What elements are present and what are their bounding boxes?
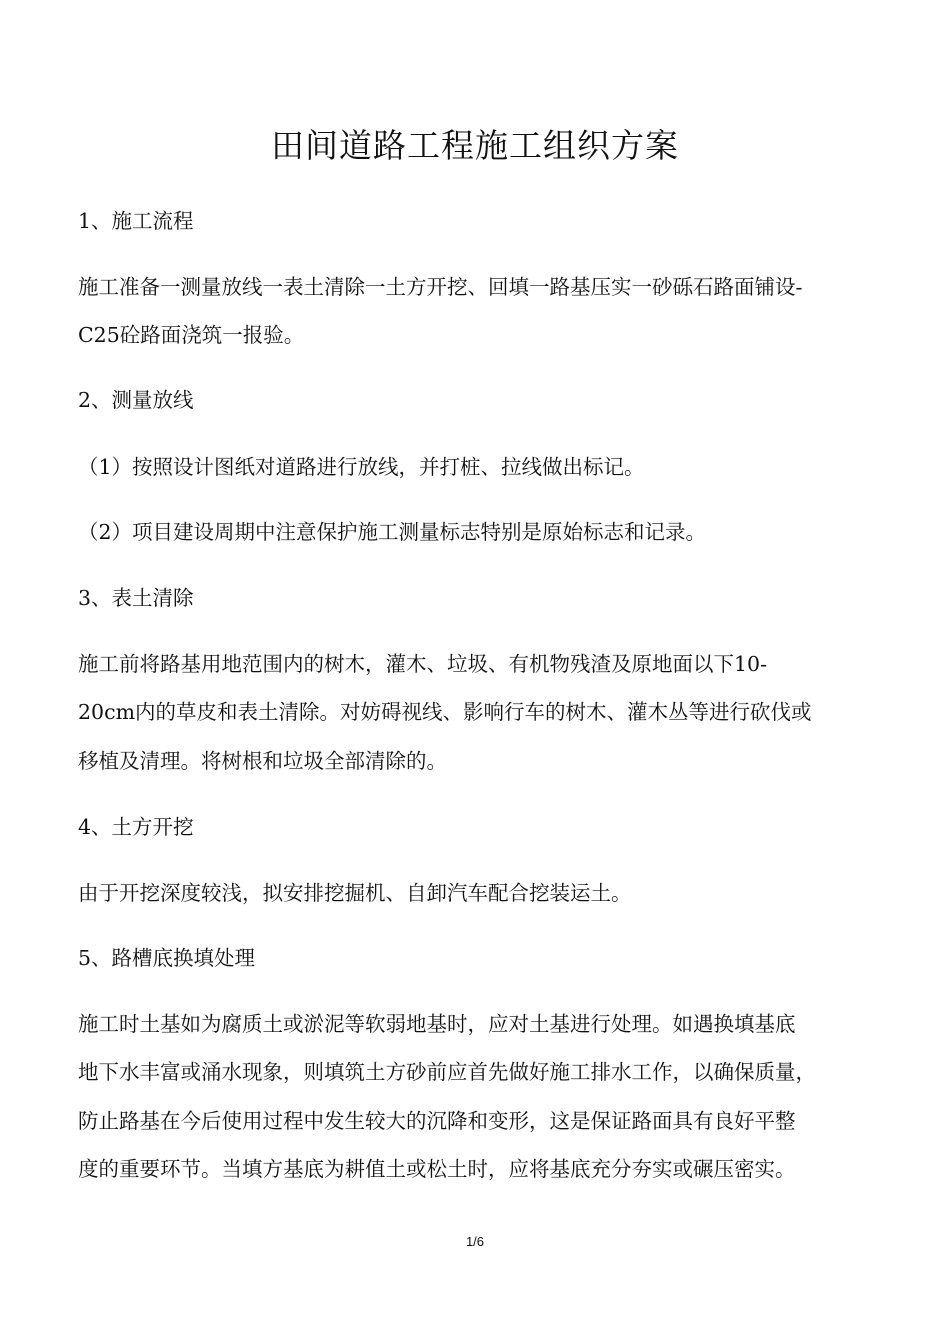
paragraph-line: 地下水丰富或涌水现象，则填筑土方砂前应首先做好施工排水工作，以确保质量，: [78, 1060, 816, 1084]
paragraph-line: （2）项目建设周期中注意保护施工测量标志特别是原始标志和记录。: [78, 520, 707, 544]
paragraph-line: 施工准备一测量放线一表土清除一土方开挖、回填一路基压实一砂砾石路面铺设-: [78, 275, 803, 299]
page-number: 1/6: [465, 1234, 485, 1249]
section-heading: 2、测量放线: [78, 388, 194, 412]
paragraph-line: 施工时土基如为腐质土或淤泥等软弱地基时，应对土基进行处理。如遇换填基底: [78, 1012, 796, 1036]
paragraph-line: 20cm内的草皮和表土清除。对妨碍视线、影响行车的树木、灌木丛等进行砍伐或: [78, 700, 812, 724]
paragraph-line: C25砼路面浇筑一报验。: [78, 323, 305, 347]
paragraph-line: 移植及清理。将树根和垃圾全部清除的。: [78, 749, 447, 773]
section-heading: 5、路槽底换填处理: [78, 946, 256, 970]
paragraph-line: 防止路基在今后使用过程中发生较大的沉降和变形，这是保证路面具有良好平整: [78, 1109, 796, 1133]
paragraph-line: 度的重要环节。当填方基底为耕值土或松土时，应将基底充分夯实或碾压密实。: [78, 1157, 796, 1181]
section-heading: 1、施工流程: [78, 209, 194, 233]
section-heading: 3、表土清除: [78, 586, 194, 610]
section-heading: 4、土方开挖: [78, 815, 194, 839]
paragraph-line: （1）按照设计图纸对道路进行放线，并打桩、拉线做出标记。: [78, 455, 645, 479]
paragraph-line: 由于开挖深度较浅，拟安排挖掘机、自卸汽车配合挖装运土。: [78, 881, 632, 905]
document-title: 田间道路工程施工组织方案: [271, 126, 679, 165]
paragraph-line: 施工前将路基用地范围内的树木，灌木、垃圾、有机物残渣及原地面以下10-: [78, 652, 768, 676]
